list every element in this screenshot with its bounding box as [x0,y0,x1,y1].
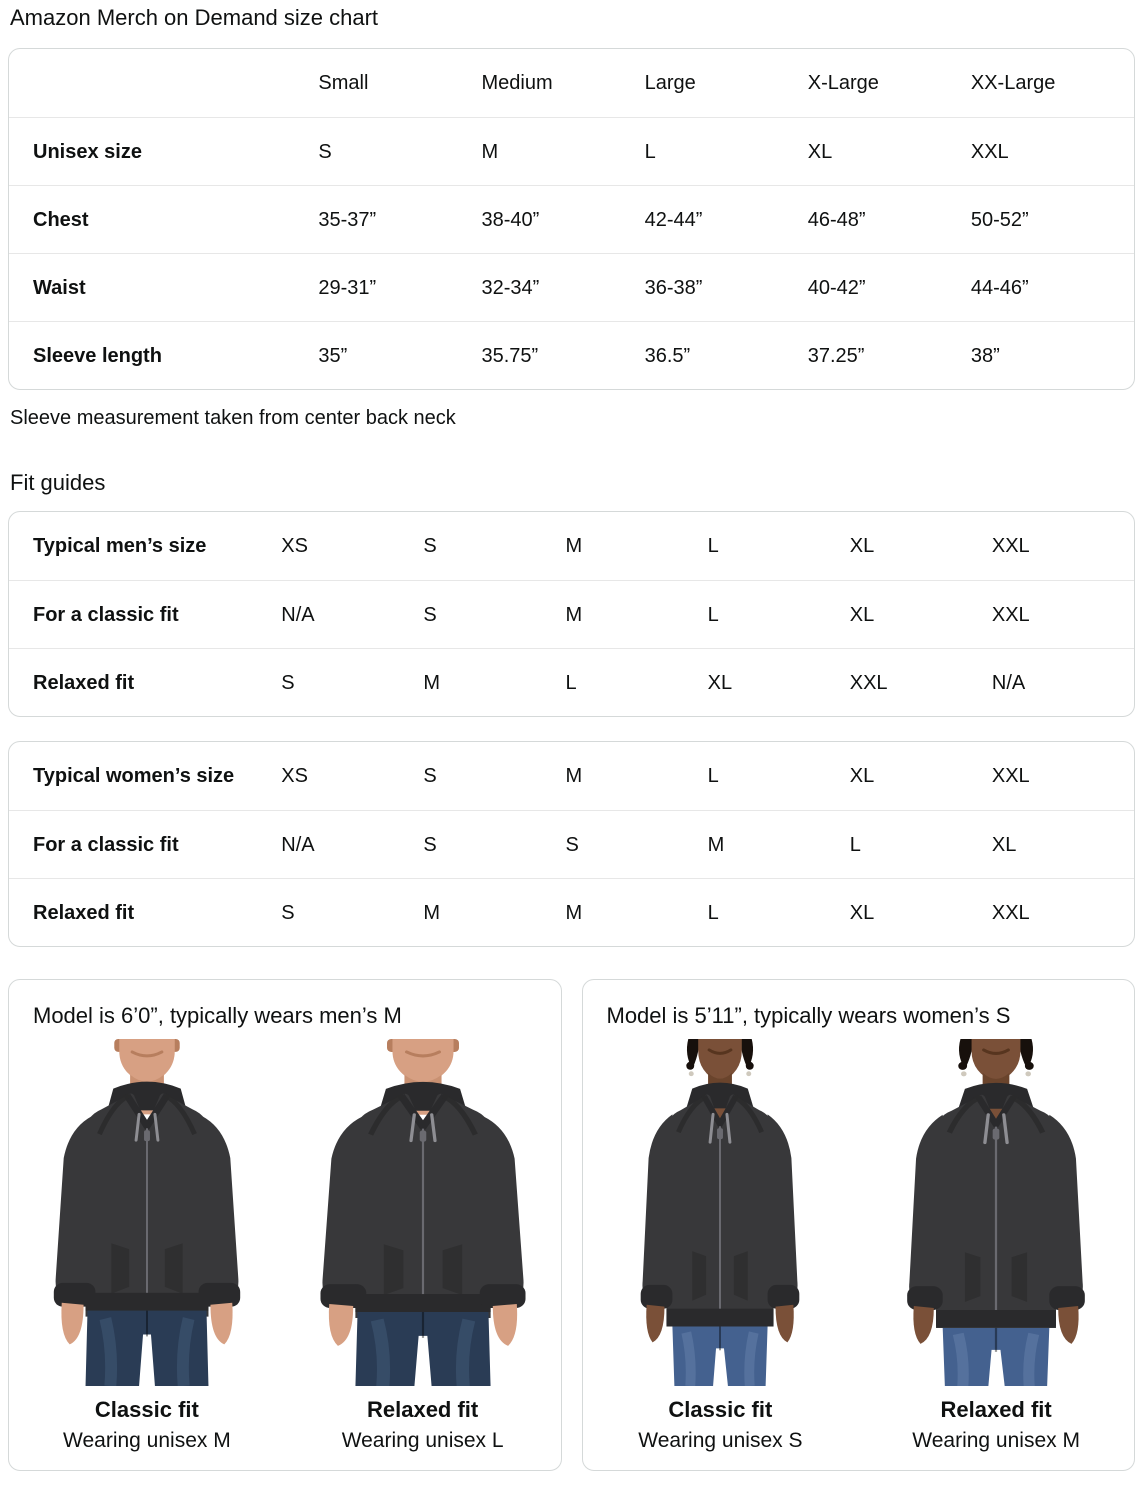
womens-fit-guide-table [8,741,1135,947]
mens-fit-guide-body [9,512,1134,716]
cell-value: 36.5” [644,344,691,367]
cell-value: XL [707,671,733,694]
column-header-large: Large [644,72,696,94]
womens-classic-caption [638,1396,802,1454]
cell-value: M [565,765,583,787]
cell-value: L [565,671,577,694]
womens-figures [583,1039,1135,1454]
cell-value: L [707,603,719,626]
cell-value: S [318,140,332,163]
cell-value: M [707,833,725,856]
mens-classic-figure [9,1039,285,1454]
table-row [9,648,1134,716]
cell-value: XXL [991,901,1030,924]
cell-value: 50-52” [970,208,1029,231]
fit-label: Relaxed fit [366,1397,479,1422]
cell-value: XXL [849,671,888,694]
fit-guides-heading: Fit guides [10,470,106,495]
cell-value: 35-37” [318,208,377,231]
cell-value: L [707,765,719,787]
fit-label: Classic fit [668,1397,773,1422]
cell-value: 44-46” [970,276,1029,299]
size-chart-header-row [9,49,1134,117]
cell-value: M [481,140,499,163]
womens-relaxed-caption [912,1396,1080,1454]
column-header-small: Small [318,72,369,94]
cell-value: 38” [970,344,1000,367]
cell-value: XL [991,833,1017,856]
mens-fit-guide-table [8,511,1135,717]
cell-value: L [707,535,719,557]
womens-relaxed-model-photo [877,1039,1115,1386]
table-row [9,253,1134,321]
row-label: Waist [33,276,86,299]
table-row [9,185,1134,253]
wearing-label: Wearing unisex M [912,1429,1080,1452]
fit-label: Classic fit [94,1397,199,1422]
cell-value: 38-40” [481,208,540,231]
cell-value: XL [849,603,875,626]
table-row [9,512,1134,580]
mens-figures [9,1039,561,1454]
cell-value: 35” [318,344,348,367]
mens-card-title: Model is 6’0”, typically wears men’s M [33,1003,402,1028]
womens-classic-model-photo [601,1039,839,1386]
cell-value: S [423,535,437,557]
table-row [9,117,1134,185]
cell-value: L [644,140,656,163]
cell-value: XS [281,535,308,557]
column-header-x-large: X-Large [807,72,879,94]
model-cards-row [8,979,1135,1471]
cell-value: XXL [970,140,1009,163]
row-label: Relaxed fit [33,671,135,694]
cell-value: L [707,901,719,924]
cell-value: S [281,901,295,924]
cell-value: M [423,901,441,924]
cell-value: XL [849,765,875,787]
cell-value: XXL [991,603,1030,626]
cell-value: M [565,901,583,924]
cell-value: M [565,535,583,557]
cell-value: 40-42” [807,276,866,299]
cell-value: 35.75” [481,344,539,367]
cell-value: M [565,603,583,626]
wearing-label: Wearing unisex S [638,1429,803,1452]
cell-value: XXL [991,535,1030,557]
womens-relaxed-figure [858,1039,1134,1454]
cell-value: N/A [991,671,1026,694]
cell-value: XL [849,901,875,924]
cell-value: XS [281,765,308,787]
table-row [9,580,1134,648]
wearing-label: Wearing unisex M [63,1429,231,1452]
womens-classic-figure [583,1039,859,1454]
size-chart-table [8,48,1135,390]
row-label: Unisex size [33,140,142,163]
row-label: Chest [33,208,89,231]
fit-label: Relaxed fit [940,1397,1052,1422]
row-label: For a classic fit [33,603,179,626]
mens-classic-model-photo [28,1039,266,1386]
row-label: Typical men’s size [33,535,207,557]
cell-value: 32-34” [481,276,540,299]
womens-fit-guide-body [9,742,1134,946]
cell-value: XL [849,535,875,557]
mens-relaxed-figure [285,1039,561,1454]
table-row [9,810,1134,878]
wearing-label: Wearing unisex L [341,1429,504,1452]
sleeve-footnote: Sleeve measurement taken from center back neck [10,407,456,429]
table-row [9,321,1134,389]
womens-model-card [582,979,1136,1471]
cell-value: 37.25” [807,344,865,367]
row-label: Typical women’s size [33,765,235,787]
mens-classic-caption [63,1396,231,1454]
cell-value: 46-48” [807,208,866,231]
cell-value: 29-31” [318,276,377,299]
cell-value: M [423,671,441,694]
table-row [9,878,1134,946]
size-chart-body [9,117,1134,389]
cell-value: N/A [281,833,315,856]
cell-value: 42-44” [644,208,703,231]
cell-value: S [423,833,437,856]
mens-relaxed-model-photo [304,1039,542,1386]
cell-value: S [281,671,295,694]
womens-card-title: Model is 5’11”, typically wears women’s S [606,1003,1011,1028]
cell-value: XXL [991,765,1030,787]
cell-value: S [565,833,579,856]
row-label: For a classic fit [33,833,179,856]
column-header-xx-large: XX-Large [970,72,1056,94]
row-label: Relaxed fit [33,901,135,924]
column-header-medium: Medium [481,72,553,94]
cell-value: S [423,765,437,787]
cell-value: 36-38” [644,276,703,299]
mens-relaxed-caption [342,1396,504,1454]
mens-model-card [8,979,562,1471]
cell-value: S [423,603,437,626]
page-title: Amazon Merch on Demand size chart [10,5,379,30]
cell-value: N/A [281,603,315,626]
cell-value: XL [807,140,833,163]
table-row [9,742,1134,810]
cell-value: L [849,833,861,856]
row-label: Sleeve length [33,344,162,367]
